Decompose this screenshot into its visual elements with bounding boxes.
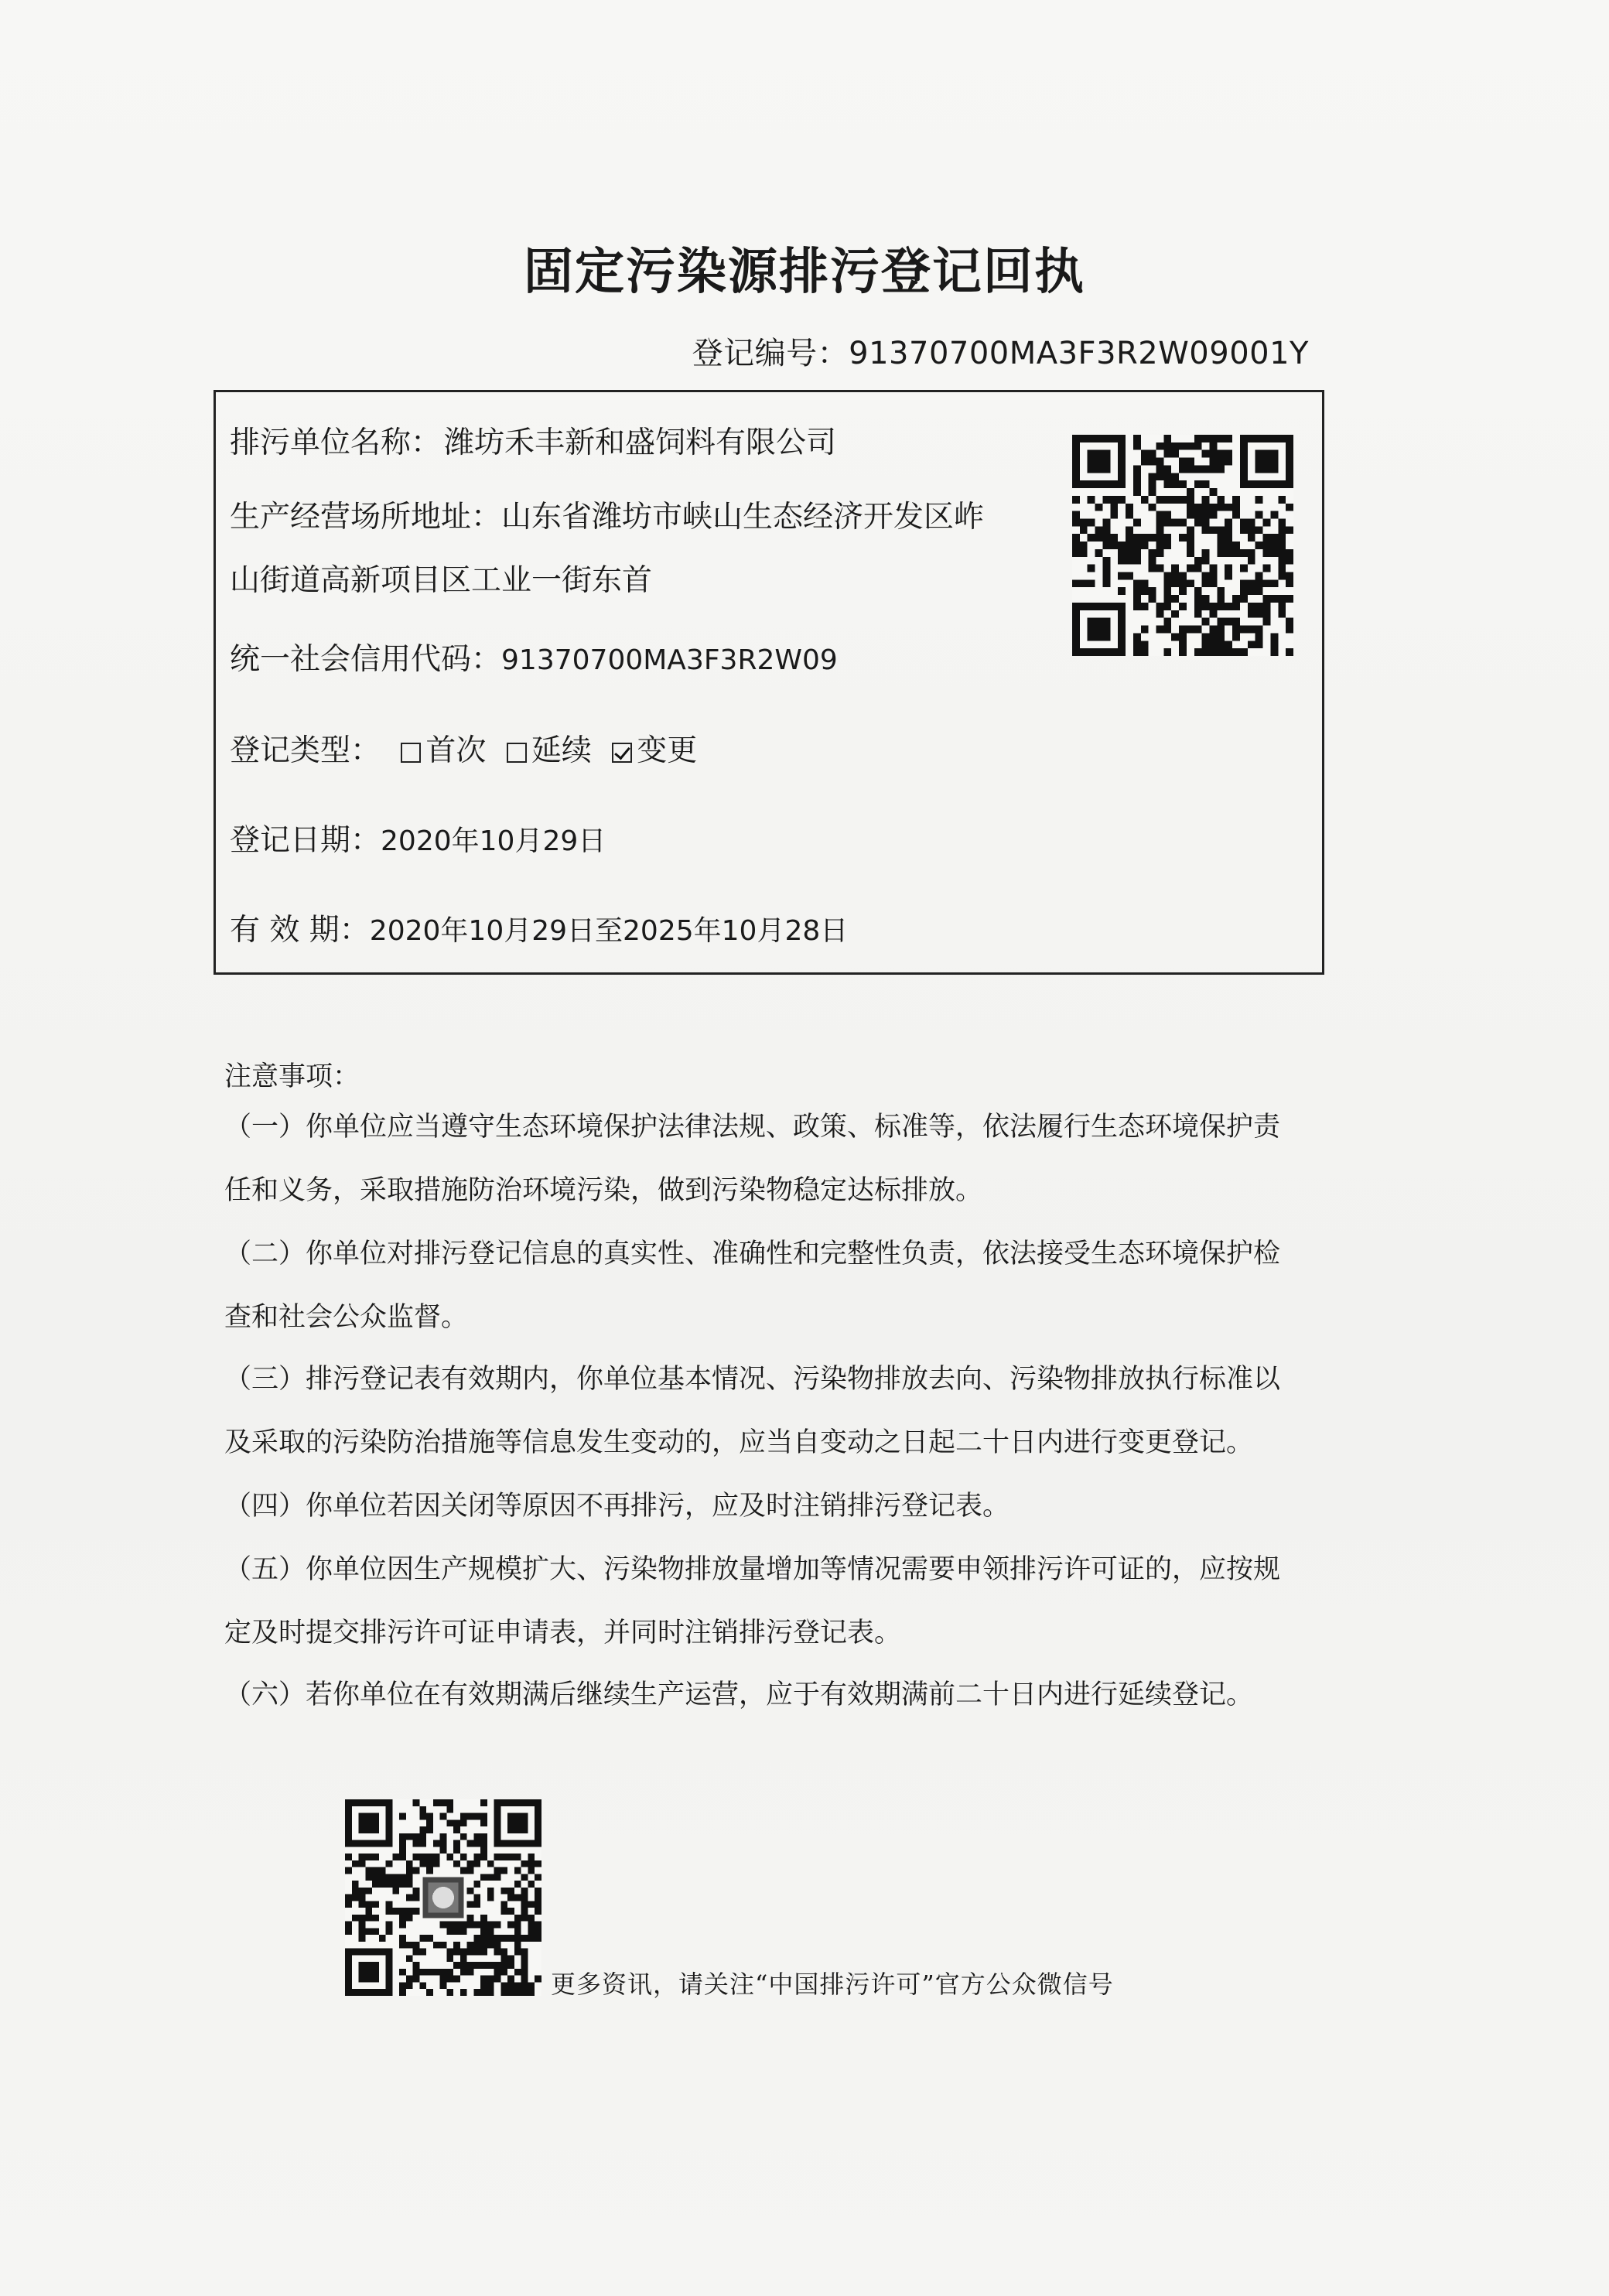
note-item (224, 1348, 1292, 1474)
unit-name-row (230, 425, 837, 460)
note-item (224, 1474, 1292, 1538)
registration-date-row (230, 825, 606, 856)
credit-code-row (230, 644, 838, 675)
note-item-line: （一）你单位应当遵守生态环境保护法律法规、政策、标准等，依法履行生态环境保护责 (224, 1112, 1281, 1143)
reg-type-first: 首次 (425, 733, 487, 768)
note-item-line: 及采取的污染防治措施等信息发生变动的，应当自变动之日起二十日内进行变更登记。 (224, 1427, 1254, 1458)
validity-row (230, 913, 849, 948)
note-item (224, 1095, 1292, 1222)
reg-type-renewal: 延续 (531, 733, 592, 768)
credit-code-value: 91370700MA3F3R2W09 (501, 644, 838, 676)
registration-number-value: 91370700MA3F3R2W09001Y (849, 336, 1309, 371)
note-item-line: （六）若你单位在有效期满后继续生产运营，应于有效期满前二十日内进行延续登记。 (224, 1679, 1254, 1710)
registration-date-value: 2020年10月29日 (381, 825, 606, 857)
registration-number-label: 登记编号： (692, 336, 849, 371)
wechat-qr-code-icon (345, 1799, 541, 1996)
checkbox-icon (507, 743, 527, 763)
validity-label: 有 效 期： (230, 913, 370, 948)
registration-number (692, 329, 1309, 373)
registration-date-label: 登记日期： (230, 823, 381, 858)
note-item (224, 1663, 1292, 1727)
unit-name-value: 潍坊禾丰新和盛饲料有限公司 (444, 425, 837, 460)
address-row-continued (230, 565, 652, 596)
registration-type-label: 登记类型： (230, 733, 381, 768)
note-item-line: （五）你单位因生产规模扩大、污染物排放量增加等情况需要申领排污许可证的，应按规 (224, 1554, 1281, 1585)
notes-heading: 注意事项： (224, 1061, 360, 1092)
qr-code-icon (1072, 433, 1293, 658)
address-row (230, 500, 985, 535)
reg-type-change: 变更 (637, 733, 698, 768)
note-item-line: 查和社会公众监督。 (224, 1302, 469, 1333)
unit-name-label: 排污单位名称： (230, 425, 442, 460)
note-item-line: （四）你单位若因关闭等原因不再排污，应及时注销排污登记表。 (224, 1491, 1010, 1522)
note-item-line: 定及时提交排污许可证申请表，并同时注销排污登记表。 (224, 1618, 902, 1649)
address-line2: 山街道高新项目区工业一街东首 (230, 563, 653, 598)
address-label: 生产经营场所地址： (230, 500, 502, 535)
credit-code-label: 统一社会信用代码： (230, 642, 502, 677)
note-item-line: （二）你单位对排污登记信息的真实性、准确性和完整性负责，依法接受生态环境保护检 (224, 1239, 1281, 1269)
registration-type-row (230, 733, 698, 768)
checkbox-icon (401, 743, 421, 763)
footer-note: 更多资讯，请关注“中国排污许可”官方公众微信号 (551, 1970, 1114, 1999)
address-line1: 山东省潍坊市峡山生态经济开发区岞 (501, 500, 985, 535)
note-item-line: （三）排污登记表有效期内，你单位基本情况、污染物排放去向、污染物排放执行标准以 (224, 1364, 1281, 1395)
note-item-line: 任和义务，采取措施防治环境污染，做到污染物稳定达标排放。 (224, 1175, 983, 1206)
checked-checkbox-icon (612, 743, 632, 763)
note-item (224, 1222, 1292, 1349)
validity-value: 2020年10月29日至2025年10月28日 (369, 915, 849, 947)
page-title: 固定污染源排污登记回执 (524, 244, 1085, 301)
note-item (224, 1538, 1292, 1665)
